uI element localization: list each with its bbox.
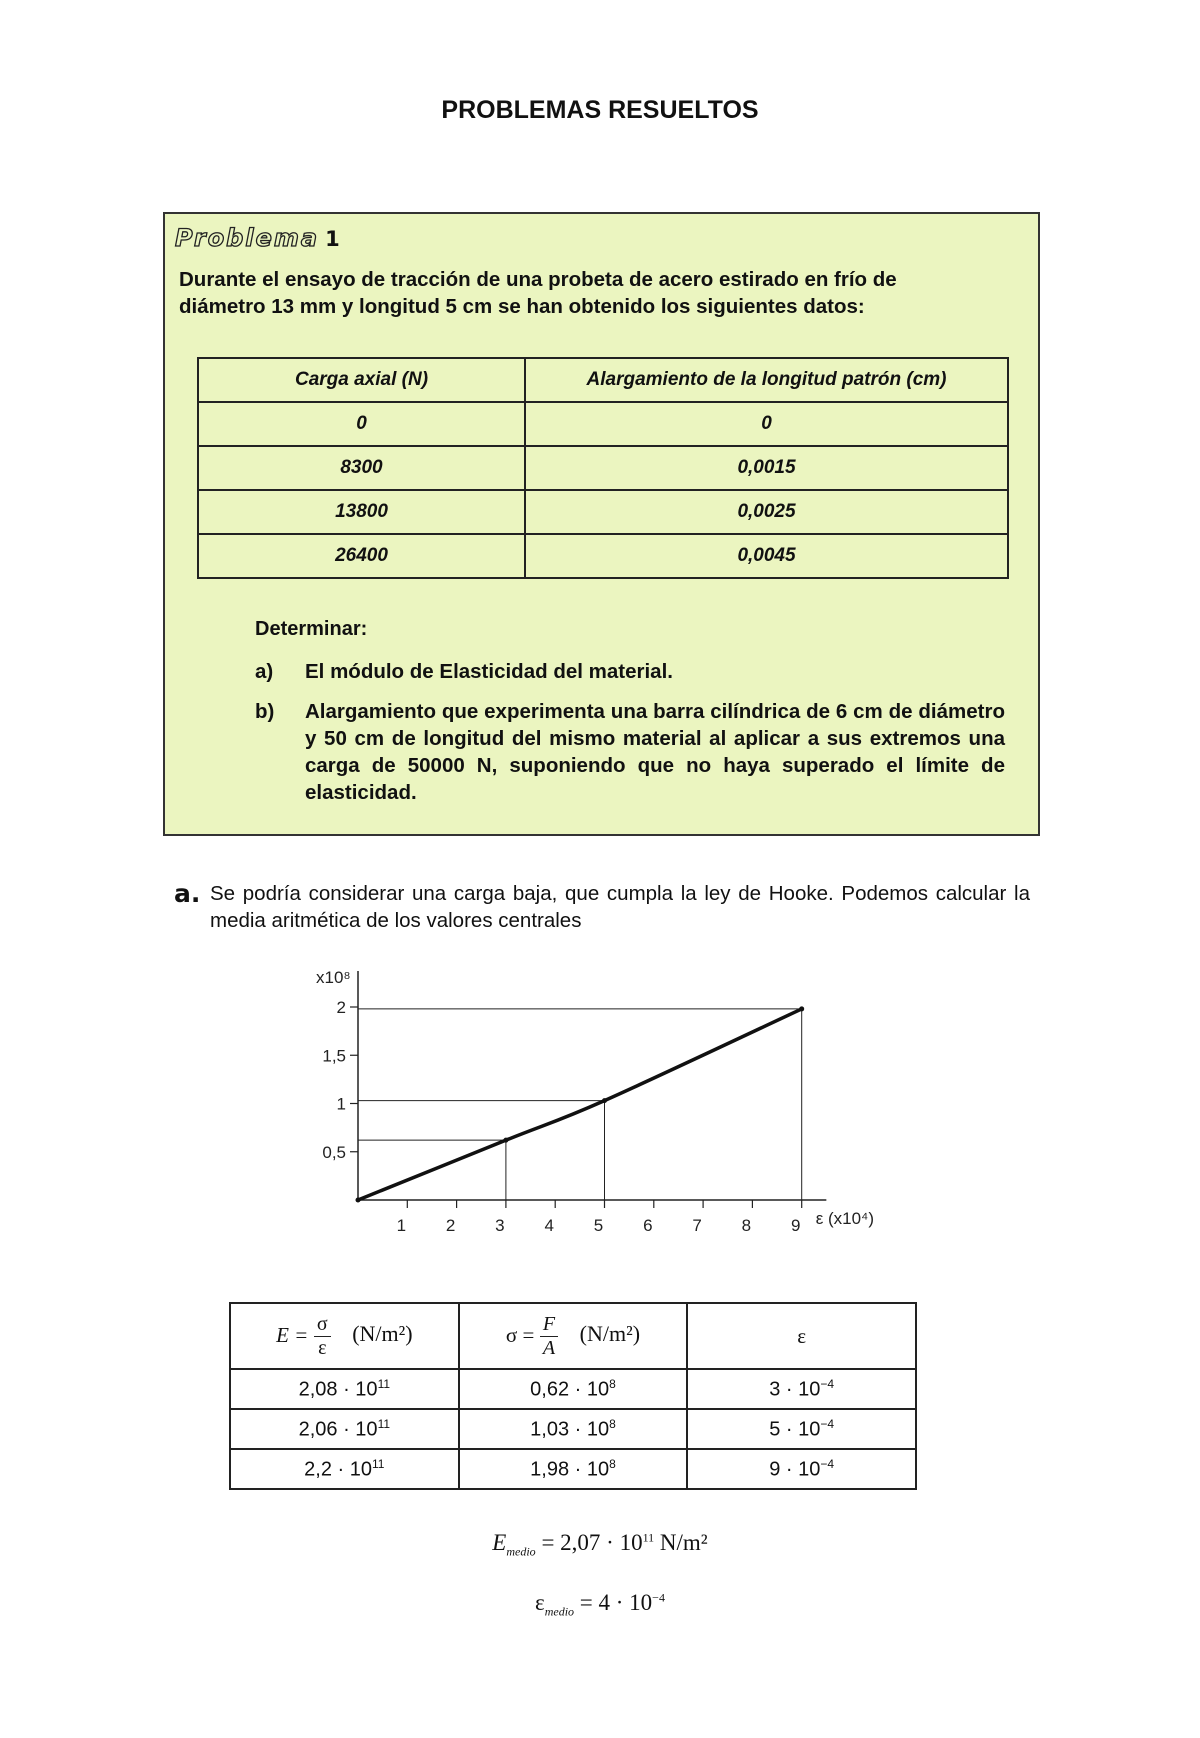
exponent: 11 bbox=[377, 1376, 391, 1391]
value: 9 · 10 bbox=[769, 1458, 821, 1481]
E-symbol: E = bbox=[276, 1322, 309, 1347]
exponent: −4 bbox=[820, 1456, 835, 1471]
column-header-elongation: Alargamiento de la longitud patrón (cm) bbox=[525, 358, 1008, 402]
table-cell bbox=[230, 1369, 459, 1409]
x-tick-label: 4 bbox=[544, 1216, 554, 1235]
value: 1,03 · 10 bbox=[530, 1418, 610, 1441]
table-cell: 0 bbox=[198, 402, 525, 446]
eps-medio-symbol: ε bbox=[535, 1590, 545, 1615]
table-cell: 8300 bbox=[198, 446, 525, 490]
E-medio-symbol: E bbox=[492, 1530, 507, 1555]
E-medio-result bbox=[0, 1530, 1200, 1560]
exponent: 11 bbox=[372, 1456, 385, 1471]
unit-label: (N/m²) bbox=[352, 1321, 413, 1347]
value: 0,62 · 10 bbox=[530, 1378, 610, 1401]
table-cell bbox=[459, 1409, 688, 1449]
answer-letter: a. bbox=[174, 879, 201, 908]
statement-line-1: Durante el ensayo de tracción de una probeta de acero estirado en frío de bbox=[179, 268, 897, 291]
exponent: −4 bbox=[820, 1416, 835, 1431]
data-point bbox=[602, 1098, 607, 1103]
x-tick-label: 9 bbox=[790, 1216, 801, 1235]
x-tick-label: 5 bbox=[593, 1216, 604, 1235]
table-cell: 0,0025 bbox=[525, 490, 1008, 534]
fraction-numerator: F bbox=[540, 1313, 558, 1337]
x-tick-label: 7 bbox=[692, 1216, 702, 1235]
eps-medio-result bbox=[0, 1590, 1200, 1620]
determinar-label: Determinar: bbox=[255, 618, 368, 640]
sigma-over-eps-fraction bbox=[314, 1313, 331, 1360]
table-cell bbox=[687, 1369, 916, 1409]
E-medio-value: = 2,07 · 10 bbox=[541, 1530, 643, 1555]
eps-medio-exponent: −4 bbox=[652, 1590, 665, 1605]
answer-text: Se podría considerar una carga baja, que cumpla la ley de Hooke. Podemos calcular la media aritmética de los valores centrales bbox=[210, 882, 1030, 932]
table-row bbox=[198, 490, 1008, 534]
question-letter: a) bbox=[255, 660, 274, 683]
stress-strain-chart bbox=[300, 955, 920, 1245]
results-header-row bbox=[230, 1303, 916, 1369]
y-tick-label: 0,5 bbox=[322, 1142, 346, 1162]
value: 2,2 · 10 bbox=[304, 1458, 372, 1481]
question-letter: b) bbox=[255, 700, 275, 723]
problem-box bbox=[163, 212, 1040, 836]
y-tick-label: 1,5 bbox=[322, 1046, 346, 1066]
value: 3 · 10 bbox=[769, 1378, 821, 1401]
problem-label: Problema bbox=[175, 224, 320, 252]
results-header-sigma bbox=[459, 1303, 688, 1369]
question-text: El módulo de Elasticidad del material. bbox=[305, 660, 673, 683]
page-title: PROBLEMAS RESUELTOS bbox=[441, 96, 759, 124]
column-header-load: Carga axial (N) bbox=[198, 358, 525, 402]
table-cell: 0,0015 bbox=[525, 446, 1008, 490]
value: 1,98 · 10 bbox=[530, 1458, 610, 1481]
x-tick-label: 2 bbox=[445, 1216, 456, 1235]
results-header-E bbox=[230, 1303, 459, 1369]
table-cell bbox=[230, 1409, 459, 1449]
y-tick-label: 1 bbox=[336, 1094, 346, 1114]
table-row bbox=[230, 1409, 916, 1449]
table-row bbox=[198, 446, 1008, 490]
exponent: 8 bbox=[609, 1416, 616, 1431]
value: 2,06 · 10 bbox=[298, 1418, 378, 1441]
table-cell: 0 bbox=[525, 402, 1008, 446]
data-point bbox=[799, 1006, 804, 1011]
results-header-eps bbox=[687, 1303, 916, 1369]
question-text: Alargamiento que experimenta una barra cilíndrica de 6 cm de diámetro y 50 cm de longitud del mismo material al aplicar a sus extremos una carga de 50000 N, suponiendo que no haya superado el límite de elasticidad. bbox=[305, 700, 1005, 804]
exponent: 8 bbox=[609, 1456, 616, 1471]
table-cell bbox=[687, 1449, 916, 1489]
problem-statement bbox=[179, 266, 1029, 320]
E-medio-subscript: medio bbox=[506, 1544, 536, 1559]
eps-medio-subscript: medio bbox=[544, 1604, 575, 1619]
table-cell bbox=[687, 1409, 916, 1449]
table-row bbox=[198, 534, 1008, 578]
table-cell bbox=[230, 1449, 459, 1489]
table-cell: 26400 bbox=[198, 534, 525, 578]
table-row bbox=[230, 1369, 916, 1409]
table-row bbox=[230, 1449, 916, 1489]
data-point bbox=[503, 1138, 508, 1143]
problem-heading bbox=[175, 224, 340, 252]
value: 5 · 10 bbox=[769, 1418, 821, 1441]
results-table bbox=[229, 1302, 917, 1490]
eps-medio-value: = 4 · 10 bbox=[579, 1590, 653, 1615]
exponent: −4 bbox=[820, 1376, 835, 1391]
problem-number: 1 bbox=[325, 227, 340, 251]
E-medio-unit: N/m² bbox=[659, 1530, 708, 1555]
table-cell: 0,0045 bbox=[525, 534, 1008, 578]
table-row bbox=[198, 402, 1008, 446]
y-tick-label: 2 bbox=[336, 998, 346, 1017]
table-header-row bbox=[198, 358, 1008, 402]
x-tick-label: 6 bbox=[643, 1216, 653, 1235]
x-axis-label: ε (x10⁴) bbox=[815, 1209, 875, 1228]
unit-label: (N/m²) bbox=[579, 1321, 641, 1347]
table-cell bbox=[459, 1369, 688, 1409]
data-point bbox=[356, 1198, 361, 1203]
chart-axes bbox=[316, 968, 874, 1235]
series-line bbox=[358, 1009, 802, 1200]
E-medio-exponent: 11 bbox=[642, 1530, 655, 1545]
eps-symbol: ε bbox=[797, 1323, 807, 1348]
data-table bbox=[197, 357, 1009, 579]
F-over-A-fraction bbox=[540, 1313, 558, 1360]
y-axis-label: x10⁸ bbox=[316, 968, 351, 987]
value: 2,08 · 10 bbox=[298, 1378, 378, 1401]
table-cell: 13800 bbox=[198, 490, 525, 534]
table-cell bbox=[459, 1449, 688, 1489]
chart-marks bbox=[356, 1006, 805, 1202]
statement-line-2: diámetro 13 mm y longitud 5 cm se han obtenido los siguientes datos: bbox=[179, 295, 865, 318]
x-tick-label: 1 bbox=[396, 1216, 407, 1235]
fraction-denominator: A bbox=[542, 1336, 556, 1359]
sigma-symbol: σ = bbox=[505, 1322, 535, 1347]
exponent: 11 bbox=[377, 1416, 391, 1431]
x-tick-label: 8 bbox=[741, 1216, 752, 1235]
exponent: 8 bbox=[609, 1376, 616, 1391]
fraction-denominator: ε bbox=[318, 1336, 327, 1359]
fraction-numerator: σ bbox=[314, 1313, 331, 1337]
x-tick-label: 3 bbox=[495, 1216, 505, 1235]
